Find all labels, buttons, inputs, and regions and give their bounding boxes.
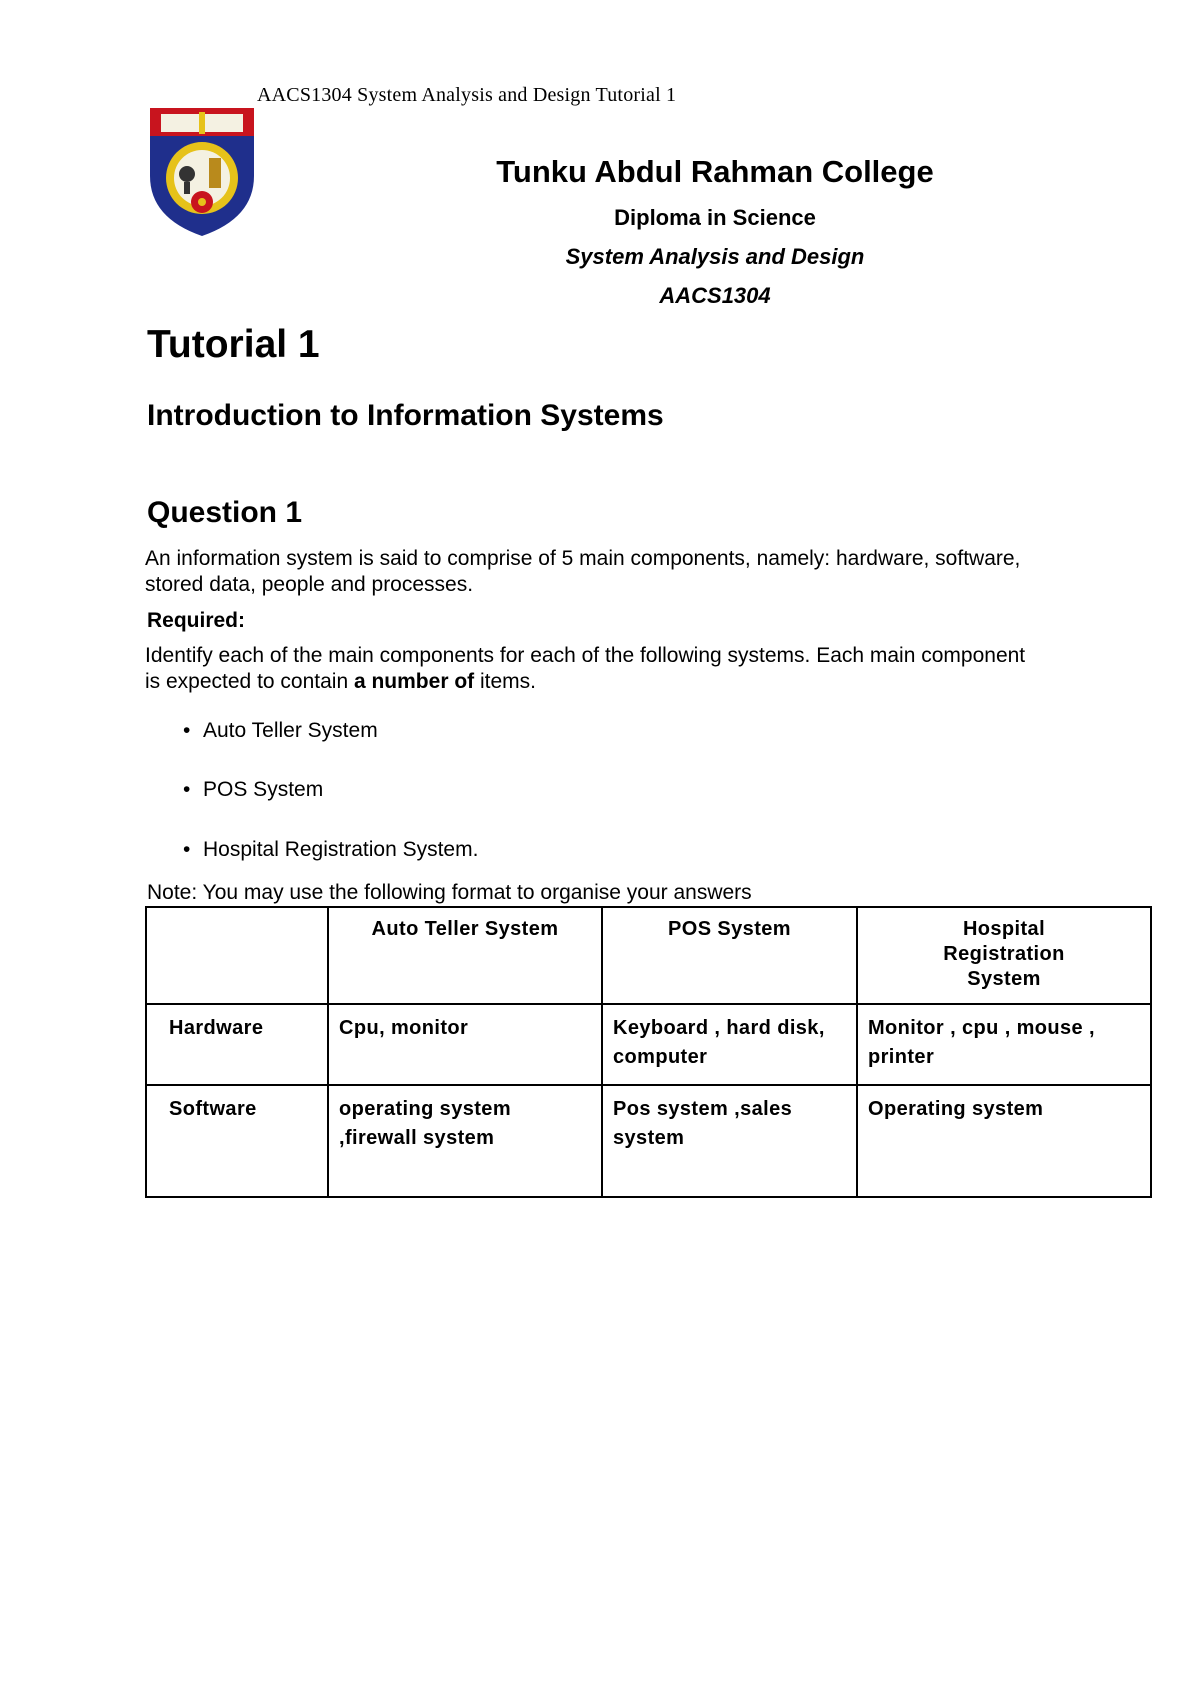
question-intro: An information system is said to comprise of 5 main components, namely: hardware, software, stored data, people and processes. (145, 547, 1021, 596)
instruction-text-end: items. (474, 670, 536, 693)
table-cell: Monitor , cpu , mouse , printer (857, 1004, 1151, 1085)
question-heading: Question 1 (147, 496, 303, 529)
required-label: Required: (147, 609, 246, 632)
row-header-hardware: Hardware (146, 1004, 328, 1085)
bullet-icon: • (183, 719, 191, 742)
college-name: Tunku Abdul Rahman College (496, 154, 934, 189)
table-cell: Cpu, monitor (328, 1004, 602, 1085)
table-cell: Pos system ,sales system (602, 1085, 857, 1197)
bullet-item (183, 838, 478, 862)
question-instruction (145, 643, 1045, 695)
table-row (146, 1085, 1151, 1197)
column-header-pos: POS System (602, 907, 857, 1004)
table-header-row (146, 907, 1151, 1004)
running-header: AACS1304 System Analysis and Design Tutorial 1 (257, 84, 677, 106)
note-text: Note: You may use the following format to organise your answers (147, 881, 752, 904)
bullet-icon: • (183, 838, 191, 861)
college-crest-logo (147, 106, 257, 238)
column-header-auto-teller: Auto Teller System (328, 907, 602, 1004)
table-cell: operating system ,firewall system (328, 1085, 602, 1197)
bullet-icon: • (183, 778, 191, 801)
table-row (146, 1004, 1151, 1085)
bullet-item (183, 778, 323, 802)
bullet-item-label: Auto Teller System (203, 719, 378, 742)
table-cell: Operating system (857, 1085, 1151, 1197)
table-corner-cell (146, 907, 328, 1004)
bullet-item (183, 719, 378, 743)
column-header-hospital: Hospital Registration System (857, 907, 1151, 1004)
bullet-item-label: POS System (203, 778, 324, 801)
program-name: Diploma in Science (614, 205, 816, 230)
course-code: AACS1304 (659, 283, 771, 308)
instruction-text-start: Identify each of the main components for each of the following systems. Each main component is expected to contain (145, 644, 1026, 693)
answer-table (145, 906, 1152, 1198)
row-header-software: Software (146, 1085, 328, 1197)
course-name: System Analysis and Design (565, 244, 865, 269)
bullet-item-label: Hospital Registration System. (203, 838, 479, 861)
tutorial-title: Tutorial 1 (147, 323, 320, 366)
instruction-emphasis: a number of (353, 670, 475, 693)
table-cell: Keyboard , hard disk, computer (602, 1004, 857, 1085)
tutorial-subtitle: Introduction to Information Systems (147, 399, 664, 432)
